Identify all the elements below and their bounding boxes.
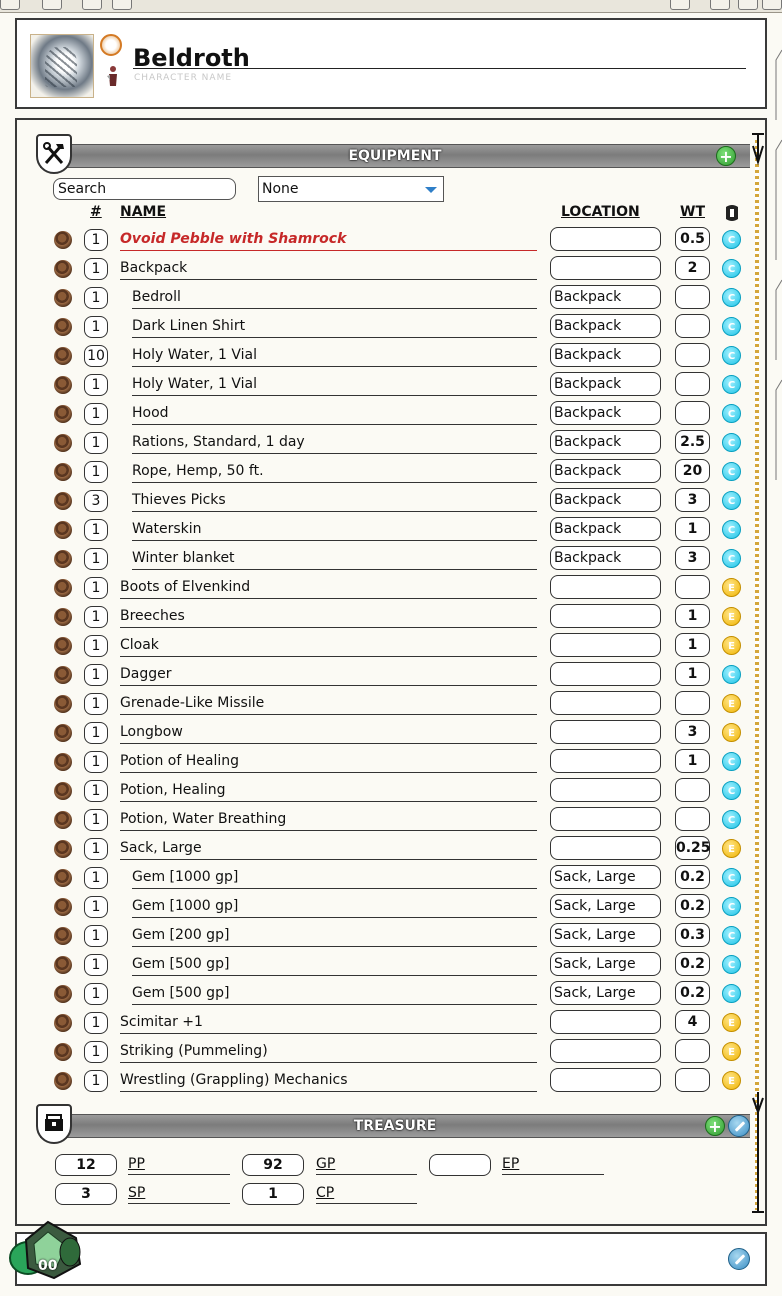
item-location-field[interactable]: Backpack	[550, 546, 661, 570]
carried-c-icon[interactable]: C	[722, 317, 741, 336]
item-weight-field[interactable]	[675, 691, 710, 715]
equipped-e-icon[interactable]: E	[722, 694, 741, 713]
equipped-e-icon[interactable]: E	[722, 1013, 741, 1032]
item-weight-field[interactable]: 0.3	[675, 923, 710, 947]
gp-label[interactable]: GP	[316, 1154, 417, 1175]
carried-c-icon[interactable]: C	[722, 404, 741, 423]
item-weight-field[interactable]	[675, 778, 710, 802]
item-weight-field[interactable]: 0.2	[675, 981, 710, 1005]
carried-c-icon[interactable]: C	[722, 288, 741, 307]
table-row[interactable]	[0, 428, 782, 457]
item-count-field[interactable]: 1	[84, 664, 108, 686]
close-icon[interactable]	[762, 0, 782, 10]
carried-c-icon[interactable]: C	[722, 897, 741, 916]
item-link-icon[interactable]	[54, 318, 72, 336]
table-row[interactable]	[0, 805, 782, 834]
item-location-field[interactable]	[550, 662, 661, 686]
item-name-field[interactable]: Rope, Hemp, 50 ft.	[132, 460, 537, 483]
item-link-icon[interactable]	[54, 724, 72, 742]
item-count-field[interactable]: 1	[84, 896, 108, 918]
table-row[interactable]	[0, 283, 782, 312]
carried-c-icon[interactable]: C	[722, 955, 741, 974]
table-row[interactable]	[0, 863, 782, 892]
item-weight-field[interactable]	[675, 575, 710, 599]
pp-label[interactable]: PP	[128, 1154, 230, 1175]
item-count-field[interactable]: 1	[84, 1070, 108, 1092]
figure-token-icon[interactable]	[104, 64, 122, 88]
item-location-field[interactable]	[550, 1039, 661, 1063]
carried-status-header-icon[interactable]	[723, 203, 741, 223]
table-row[interactable]	[0, 515, 782, 544]
item-location-field[interactable]	[550, 256, 661, 280]
carried-c-icon[interactable]: C	[722, 781, 741, 800]
item-location-field[interactable]: Backpack	[550, 488, 661, 512]
item-count-field[interactable]: 1	[84, 838, 108, 860]
item-weight-field[interactable]: 20	[675, 459, 710, 483]
table-row[interactable]	[0, 689, 782, 718]
item-location-field[interactable]: Backpack	[550, 372, 661, 396]
item-count-field[interactable]: 1	[84, 461, 108, 483]
help-icon[interactable]	[710, 0, 730, 10]
item-count-field[interactable]: 1	[84, 751, 108, 773]
table-row[interactable]	[0, 892, 782, 921]
item-link-icon[interactable]	[54, 956, 72, 974]
carried-c-icon[interactable]: C	[722, 433, 741, 452]
item-count-field[interactable]: 1	[84, 519, 108, 541]
equipped-e-icon[interactable]: E	[722, 578, 741, 597]
item-location-field[interactable]	[550, 778, 661, 802]
item-weight-field[interactable]	[675, 401, 710, 425]
character-name-label: CHARACTER NAME	[134, 73, 233, 83]
item-weight-field[interactable]: 3	[675, 488, 710, 512]
item-name-field[interactable]: Gem [500 gp]	[132, 982, 537, 1005]
item-name-field[interactable]: Gem [1000 gp]	[132, 866, 537, 889]
item-name-field[interactable]: Cloak	[120, 634, 537, 657]
table-row[interactable]	[0, 573, 782, 602]
item-count-field[interactable]: 1	[84, 780, 108, 802]
item-link-icon[interactable]	[54, 434, 72, 452]
table-row[interactable]	[0, 747, 782, 776]
table-row[interactable]	[0, 631, 782, 660]
item-name-field[interactable]: Boots of Elvenkind	[120, 576, 537, 599]
item-name-field[interactable]: Gem [1000 gp]	[132, 895, 537, 918]
carried-c-icon[interactable]: C	[722, 346, 741, 365]
add-item-button[interactable]: +	[716, 146, 736, 166]
item-location-field[interactable]: Backpack	[550, 314, 661, 338]
item-count-field[interactable]: 1	[84, 925, 108, 947]
side-tab-edges[interactable]	[772, 20, 782, 480]
item-weight-field[interactable]: 4	[675, 1010, 710, 1034]
menu-icon[interactable]	[0, 0, 20, 10]
edit-treasure-button[interactable]	[728, 1115, 750, 1137]
name-column-header[interactable]: NAME	[120, 204, 167, 220]
item-count-field[interactable]: 1	[84, 548, 108, 570]
export-icon[interactable]	[42, 0, 62, 10]
table-row[interactable]	[0, 370, 782, 399]
item-link-icon[interactable]	[54, 347, 72, 365]
item-count-field[interactable]: 10	[84, 345, 108, 367]
item-name-field[interactable]: Thieves Picks	[132, 489, 537, 512]
item-link-icon[interactable]	[54, 376, 72, 394]
character-header	[15, 18, 767, 109]
table-row[interactable]	[0, 1008, 782, 1037]
item-location-field[interactable]	[550, 575, 661, 599]
item-link-icon[interactable]	[54, 695, 72, 713]
item-link-icon[interactable]	[54, 260, 72, 278]
carried-c-icon[interactable]: C	[722, 665, 741, 684]
treasure-section-header	[40, 1114, 750, 1138]
item-count-field[interactable]: 1	[84, 606, 108, 628]
cp-label[interactable]: CP	[316, 1183, 417, 1204]
bottom-panel	[15, 1232, 767, 1286]
table-row[interactable]	[0, 718, 782, 747]
tools-icon	[36, 134, 72, 174]
item-count-field[interactable]: 1	[84, 722, 108, 744]
item-name-field[interactable]: Longbow	[120, 721, 537, 744]
item-link-icon[interactable]	[54, 579, 72, 597]
item-link-icon[interactable]	[54, 289, 72, 307]
carried-c-icon[interactable]: C	[722, 230, 741, 249]
item-count-field[interactable]: 1	[84, 1041, 108, 1063]
item-count-field[interactable]: 1	[84, 809, 108, 831]
carried-c-icon[interactable]: C	[722, 549, 741, 568]
filter-value: None	[262, 181, 299, 197]
item-count-field[interactable]: 3	[84, 490, 108, 512]
cp-input[interactable]: 1	[242, 1183, 304, 1205]
item-name-field[interactable]: Ovoid Pebble with Shamrock	[120, 228, 537, 251]
table-row[interactable]	[0, 341, 782, 370]
item-name-field[interactable]: Wrestling (Grappling) Mechanics	[120, 1069, 537, 1092]
item-weight-field[interactable]: 0.5	[675, 227, 710, 251]
item-location-field[interactable]: Backpack	[550, 459, 661, 483]
item-location-field[interactable]: Sack, Large	[550, 981, 661, 1005]
item-count-field[interactable]: 1	[84, 693, 108, 715]
table-row[interactable]	[0, 312, 782, 341]
equipped-e-icon[interactable]: E	[722, 607, 741, 626]
item-name-field[interactable]: Potion of Healing	[120, 750, 537, 773]
item-count-field[interactable]: 1	[84, 867, 108, 889]
item-link-icon[interactable]	[54, 927, 72, 945]
item-count-field[interactable]: 1	[84, 577, 108, 599]
item-name-field[interactable]: Potion, Healing	[120, 779, 537, 802]
item-name-field[interactable]: Dark Linen Shirt	[132, 315, 537, 338]
item-weight-field[interactable]: 0.2	[675, 952, 710, 976]
item-location-field[interactable]	[550, 633, 661, 657]
item-link-icon[interactable]	[54, 985, 72, 1003]
item-location-field[interactable]	[550, 691, 661, 715]
add-treasure-button[interactable]: +	[705, 1116, 725, 1136]
item-name-field[interactable]: Holy Water, 1 Vial	[132, 344, 537, 367]
item-count-field[interactable]: 1	[84, 432, 108, 454]
carried-c-icon[interactable]: C	[722, 259, 741, 278]
item-link-icon[interactable]	[54, 898, 72, 916]
item-location-field[interactable]: Backpack	[550, 430, 661, 454]
item-location-field[interactable]	[550, 720, 661, 744]
item-link-icon[interactable]	[54, 521, 72, 539]
dice-result: 00	[38, 1258, 58, 1274]
table-row[interactable]	[0, 834, 782, 863]
item-name-field[interactable]: Winter blanket	[132, 547, 537, 570]
equipped-e-icon[interactable]: E	[722, 636, 741, 655]
carried-c-icon[interactable]: C	[722, 810, 741, 829]
item-count-field[interactable]: 1	[84, 954, 108, 976]
search-input[interactable]	[53, 178, 236, 200]
equipped-e-icon[interactable]: E	[722, 839, 741, 858]
item-weight-field[interactable]: 1	[675, 604, 710, 628]
item-count-field[interactable]: 1	[84, 287, 108, 309]
table-row[interactable]	[0, 950, 782, 979]
item-location-field[interactable]: Sack, Large	[550, 952, 661, 976]
ep-input[interactable]	[429, 1154, 491, 1176]
item-location-field[interactable]	[550, 807, 661, 831]
item-location-field[interactable]	[550, 749, 661, 773]
gp-input[interactable]: 92	[242, 1154, 304, 1176]
weight-column-header[interactable]: WT	[680, 204, 705, 220]
chat-icon[interactable]	[82, 0, 102, 10]
carried-c-icon[interactable]: C	[722, 491, 741, 510]
item-weight-field[interactable]	[675, 1068, 710, 1092]
carried-c-icon[interactable]: C	[722, 868, 741, 887]
table-row[interactable]	[0, 602, 782, 631]
item-name-field[interactable]: Gem [200 gp]	[132, 924, 537, 947]
table-row[interactable]	[0, 1066, 782, 1095]
item-weight-field[interactable]: 0.2	[675, 865, 710, 889]
equipped-e-icon[interactable]: E	[722, 1071, 741, 1090]
item-weight-field[interactable]: 2.5	[675, 430, 710, 454]
table-row[interactable]	[0, 979, 782, 1008]
item-weight-field[interactable]: 3	[675, 546, 710, 570]
item-count-field[interactable]: 1	[84, 258, 108, 280]
item-count-field[interactable]: 1	[84, 983, 108, 1005]
table-row[interactable]	[0, 921, 782, 950]
item-weight-field[interactable]: 0.2	[675, 894, 710, 918]
item-link-icon[interactable]	[54, 492, 72, 510]
item-count-field[interactable]: 1	[84, 316, 108, 338]
item-weight-field[interactable]	[675, 807, 710, 831]
chevron-down-icon	[425, 187, 437, 193]
item-count-field[interactable]: 1	[84, 1012, 108, 1034]
item-link-icon[interactable]	[54, 811, 72, 829]
item-name-field[interactable]: Breeches	[120, 605, 537, 628]
carried-c-icon[interactable]: C	[722, 462, 741, 481]
table-row[interactable]	[0, 660, 782, 689]
carried-c-icon[interactable]: C	[722, 375, 741, 394]
item-link-icon[interactable]	[54, 550, 72, 568]
item-name-field[interactable]: Sack, Large	[120, 837, 537, 860]
ep-label[interactable]: EP	[502, 1154, 604, 1175]
item-weight-field[interactable]: 2	[675, 256, 710, 280]
chest-icon	[36, 1104, 72, 1144]
item-name-field[interactable]: Dagger	[120, 663, 537, 686]
item-weight-field[interactable]: 1	[675, 633, 710, 657]
pp-input[interactable]: 12	[55, 1154, 117, 1176]
item-weight-field[interactable]	[675, 1039, 710, 1063]
item-count-field[interactable]: 1	[84, 374, 108, 396]
filter-dropdown[interactable]	[258, 176, 444, 202]
item-location-field[interactable]	[550, 836, 661, 860]
table-row[interactable]	[0, 254, 782, 283]
item-name-field[interactable]: Backpack	[120, 257, 537, 280]
table-row[interactable]	[0, 457, 782, 486]
sp-input[interactable]: 3	[55, 1183, 117, 1205]
item-location-field[interactable]: Backpack	[550, 285, 661, 309]
item-link-icon[interactable]	[54, 1072, 72, 1090]
table-row[interactable]	[0, 225, 782, 254]
item-link-icon[interactable]	[54, 666, 72, 684]
item-name-field[interactable]: Rations, Standard, 1 day	[132, 431, 537, 454]
table-row[interactable]	[0, 776, 782, 805]
item-weight-field[interactable]	[675, 314, 710, 338]
table-row[interactable]	[0, 1037, 782, 1066]
carried-c-icon[interactable]: C	[722, 926, 741, 945]
item-count-field[interactable]: 1	[84, 635, 108, 657]
table-row[interactable]	[0, 486, 782, 515]
item-link-icon[interactable]	[54, 840, 72, 858]
equipped-e-icon[interactable]: E	[722, 1042, 741, 1061]
carried-c-icon[interactable]: C	[722, 520, 741, 539]
table-row[interactable]	[0, 544, 782, 573]
alignment-emblem-icon[interactable]	[100, 34, 122, 56]
name-underline	[133, 68, 746, 69]
character-name[interactable]: Beldroth	[133, 44, 250, 72]
item-link-icon[interactable]	[54, 782, 72, 800]
item-location-field[interactable]	[550, 227, 661, 251]
item-weight-field[interactable]	[675, 285, 710, 309]
item-name-field[interactable]: Grenade-Like Missile	[120, 692, 537, 715]
item-name-field[interactable]: Waterskin	[132, 518, 537, 541]
equipment-title: EQUIPMENT	[348, 148, 442, 164]
item-link-icon[interactable]	[54, 463, 72, 481]
item-link-icon[interactable]	[54, 1043, 72, 1061]
item-name-field[interactable]: Gem [500 gp]	[132, 953, 537, 976]
minimize-icon[interactable]	[738, 0, 758, 10]
copy-icon[interactable]	[670, 0, 690, 10]
equipped-e-icon[interactable]: E	[722, 723, 741, 742]
item-location-field[interactable]: Backpack	[550, 401, 661, 425]
scroll-handles[interactable]	[751, 132, 765, 1214]
carried-c-icon[interactable]: C	[722, 752, 741, 771]
item-link-icon[interactable]	[54, 231, 72, 249]
item-name-field[interactable]: Potion, Water Breathing	[120, 808, 537, 831]
item-location-field[interactable]	[550, 1068, 661, 1092]
item-location-field[interactable]	[550, 604, 661, 628]
location-column-header[interactable]: LOCATION	[561, 204, 640, 220]
treasure-title: TREASURE	[353, 1118, 437, 1134]
item-weight-field[interactable]	[675, 372, 710, 396]
item-count-field[interactable]: 1	[84, 229, 108, 251]
item-location-field[interactable]: Backpack	[550, 517, 661, 541]
sp-label[interactable]: SP	[128, 1183, 230, 1204]
target-icon[interactable]	[112, 0, 132, 10]
item-weight-field[interactable]	[675, 343, 710, 367]
item-location-field[interactable]: Backpack	[550, 343, 661, 367]
item-name-field[interactable]: Bedroll	[132, 286, 537, 309]
character-portrait[interactable]	[30, 34, 94, 98]
item-weight-field[interactable]: 0.25	[675, 836, 710, 860]
carried-c-icon[interactable]: C	[722, 984, 741, 1003]
window-top-bar	[0, 0, 782, 13]
item-link-icon[interactable]	[54, 608, 72, 626]
item-link-icon[interactable]	[54, 1014, 72, 1032]
count-column-header[interactable]: #	[90, 204, 102, 220]
item-link-icon[interactable]	[54, 869, 72, 887]
item-name-field[interactable]: Hood	[132, 402, 537, 425]
item-count-field[interactable]: 1	[84, 403, 108, 425]
item-weight-field[interactable]: 1	[675, 662, 710, 686]
item-link-icon[interactable]	[54, 405, 72, 423]
item-weight-field[interactable]: 3	[675, 720, 710, 744]
equipment-section-header	[40, 144, 750, 168]
item-weight-field[interactable]: 1	[675, 749, 710, 773]
edit-notes-button[interactable]	[728, 1248, 750, 1270]
item-link-icon[interactable]	[54, 637, 72, 655]
item-name-field[interactable]: Holy Water, 1 Vial	[132, 373, 537, 396]
table-row[interactable]	[0, 399, 782, 428]
item-link-icon[interactable]	[54, 753, 72, 771]
item-name-field[interactable]: Striking (Pummeling)	[120, 1040, 537, 1063]
item-location-field[interactable]: Sack, Large	[550, 865, 661, 889]
item-location-field[interactable]: Sack, Large	[550, 923, 661, 947]
item-weight-field[interactable]: 1	[675, 517, 710, 541]
item-name-field[interactable]: Scimitar +1	[120, 1011, 537, 1034]
item-location-field[interactable]	[550, 1010, 661, 1034]
item-location-field[interactable]: Sack, Large	[550, 894, 661, 918]
